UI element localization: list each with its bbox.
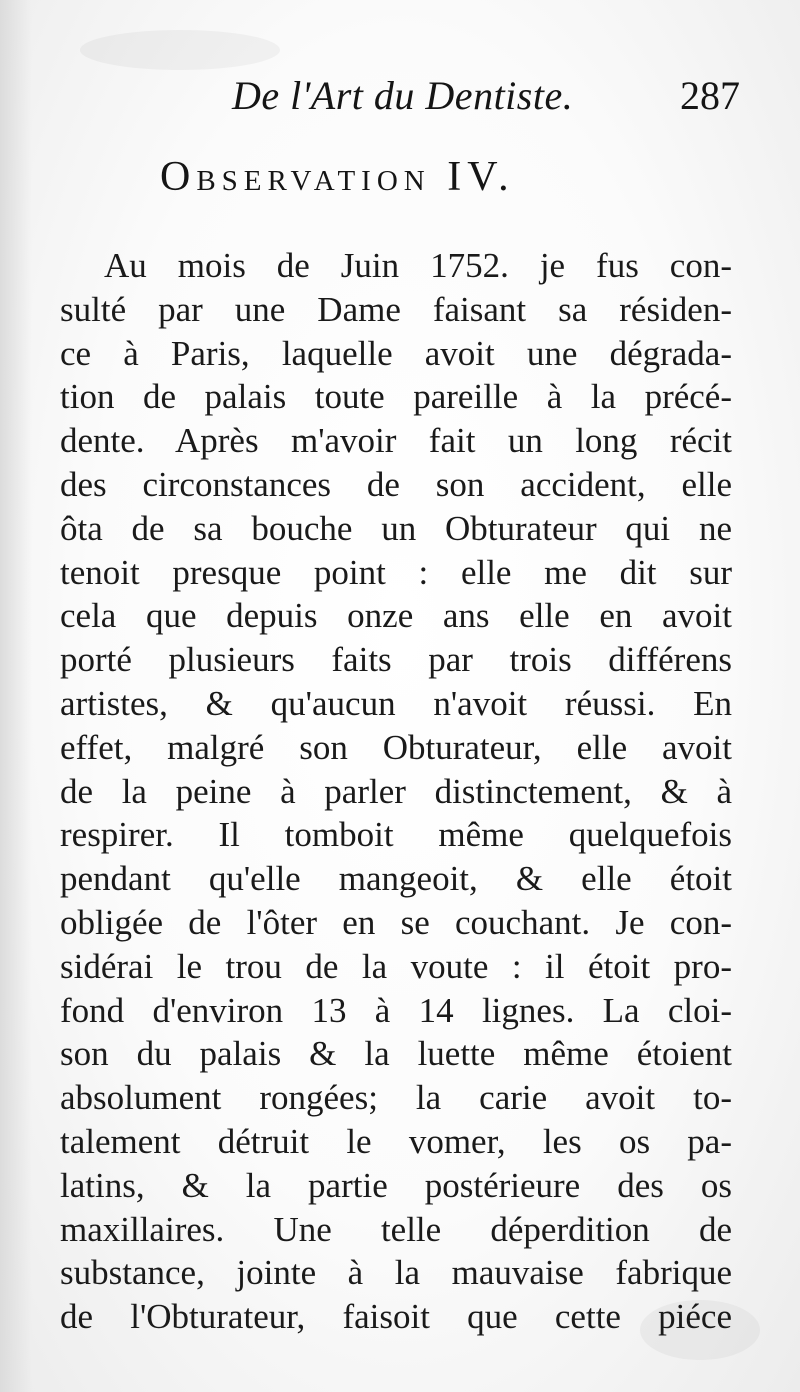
text-line: pendant qu'elle mangeoit, & elle étoit <box>60 859 732 899</box>
text-line: de la peine à parler distinctement, & à <box>60 771 732 811</box>
text-line: des circonstances de son accident, elle <box>60 464 732 504</box>
text-line: Au mois de Juin 1752. je fus con- <box>104 246 732 285</box>
text-line: dente. Après m'avoir fait un long récit <box>60 421 732 461</box>
text-line: substance, jointe à la mauvaise fabrique <box>60 1253 732 1293</box>
text-line: sidérai le trou de la voute : il étoit pro- <box>60 946 732 986</box>
text-line: porté plusieurs faits par trois différens <box>60 640 732 680</box>
text-line: cela que depuis onze ans elle en avoit <box>60 596 732 636</box>
text-line: tion de palais toute pareille à la précé- <box>60 377 732 417</box>
section-heading: Observation IV. <box>160 154 515 200</box>
running-head <box>60 72 740 128</box>
text-line: fond d'environ 13 à 14 lignes. La cloi- <box>60 990 732 1030</box>
text-line: respirer. Il tomboit même quelquefois <box>60 815 732 855</box>
page-number: 287 <box>680 73 740 118</box>
paper-stain <box>80 30 280 70</box>
text-line: obligée de l'ôter en se couchant. Je con- <box>60 902 732 942</box>
text-line: maxillaires. Une telle déperdition de <box>60 1209 732 1249</box>
body-text <box>60 244 732 1339</box>
text-line: talement détruit le vomer, les os pa- <box>60 1121 732 1161</box>
text-line: latins, & la partie postérieure des os <box>60 1165 732 1205</box>
running-head-title: De l'Art du Dentiste. <box>232 73 574 118</box>
text-line: tenoit presque point : elle me dit sur <box>60 552 732 592</box>
page-gutter-shadow <box>0 0 32 1392</box>
text-line: ce à Paris, laquelle avoit une dégrada- <box>60 333 732 373</box>
text-line: son du palais & la luette même étoient <box>60 1034 732 1074</box>
text-line: effet, malgré son Obturateur, elle avoit <box>60 727 732 767</box>
text-line: ôta de sa bouche un Obturateur qui ne <box>60 508 732 548</box>
text-line: sulté par une Dame faisant sa résiden- <box>60 289 732 329</box>
text-line: artistes, & qu'aucun n'avoit réussi. En <box>60 683 732 723</box>
text-line: de l'Obturateur, faisoit que cette piéce <box>60 1297 732 1337</box>
text-line: absolument rongées; la carie avoit to- <box>60 1078 732 1118</box>
